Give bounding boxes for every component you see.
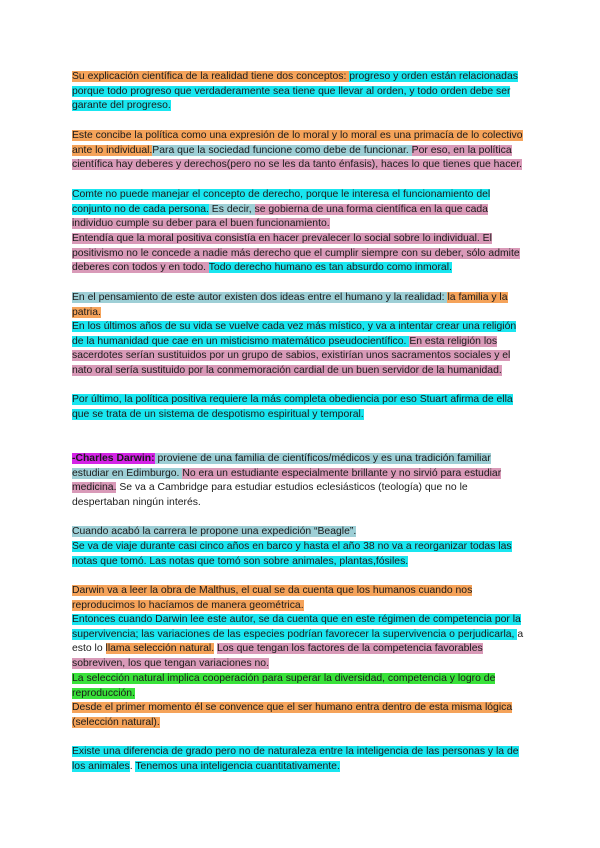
paragraph	[72, 291, 528, 320]
highlighted-text-segment: Se va de viaje durante casi cinco años en barco y hasta el año 38 no va a reorganizar todas las notas que tomó. Las notas que tomó son sobre animales, plantas,fósiles.	[72, 541, 512, 567]
highlighted-text-segment: Existe una diferencia de grado pero no de naturaleza entre la inteligencia de las personas y la de los animales	[72, 746, 519, 772]
highlighted-text-segment: Los que tengan los factores de la competencia favorables sobreviven, los que tengan variaciones no.	[72, 643, 483, 669]
highlighted-text-segment: progreso y orden están relacionadas porque todo progreso que verdaderamente sea tiene que llevar al orden, y todo orden debe ser garante del progreso.	[72, 71, 518, 112]
paragraph	[72, 393, 528, 422]
highlighted-text-segment: Tenemos una inteligencia cuantitativamente.	[135, 760, 340, 772]
highlighted-text-segment: En el pensamiento de este autor existen dos ideas entre el humano y la realidad:	[72, 292, 448, 303]
paragraph	[72, 584, 528, 613]
highlighted-text-segment: la familia y la patria.	[72, 292, 508, 318]
highlighted-text-segment: Todo derecho humano es tan absurdo como inmoral.	[208, 262, 452, 274]
highlighted-text-segment: .	[129, 760, 136, 772]
highlighted-text-segment: Por eso, en la política científica hay deberes y derechos(pero no se les da tanto énfasis), haces lo que tienes que hacer.	[72, 144, 522, 171]
highlighted-text-segment: proviene de una familia de científicos/médicos y es una tradición familiar estudiar en Edimburgo.	[72, 453, 491, 479]
highlighted-text-segment: No era un estudiante especialmente brillante y no sirvió para estudiar medicina.	[72, 467, 502, 494]
paragraph	[72, 701, 528, 730]
highlighted-text-segment: a esto lo	[72, 628, 524, 655]
paragraph	[72, 525, 528, 540]
paragraph	[72, 188, 528, 232]
highlighted-text-segment: Es decir,	[208, 203, 255, 215]
paragraph	[72, 452, 528, 510]
highlighted-text-segment: se gobierna de una forma científica en la que cada individuo cumple su deber para el buen funcionamiento.	[72, 203, 488, 230]
highlighted-text-segment: Darwin va a leer la obra de Malthus, el cual se da cuenta que los humanos cuando nos reproducimos lo hacíamos de manera geométrica.	[72, 585, 473, 611]
highlighted-text-segment: En esta religión los sacerdotes serían sustituidos por un grupo de sabios, existirían unos sacramentos sociales y el nato oral sería sustituido por la conmemoración cardial de un buen servidor de la humanidad.	[72, 335, 511, 376]
highlighted-text-segment: En los últimos años de su vida se vuelve cada vez más místico, y va a intentar crear una religión de la humanidad que cae en un misticismo matemático pseudocientífico.	[72, 321, 517, 347]
highlighted-text-segment: La selección natural implica cooperación para superar la diversidad, competencia y logro de reproducción.	[72, 673, 496, 699]
paragraph	[72, 613, 528, 671]
paragraph	[72, 672, 528, 701]
paragraph	[72, 129, 528, 173]
paragraph	[72, 745, 528, 774]
highlighted-text-segment: Entonces cuando Darwin lee este autor, se da cuenta que en este régimen de competencia por la supervivencia; las variaciones de las especies podrían favorecer la supervivencia o perjudicarla,	[72, 614, 521, 640]
highlighted-text-segment: -Charles Darwin:	[72, 453, 155, 464]
highlighted-text-segment: afirma de ella que se trata de un sistema de despotismo espiritual y temporal.	[72, 394, 513, 420]
paragraph	[72, 320, 528, 378]
paragraph	[72, 232, 528, 276]
paragraph	[72, 70, 528, 114]
highlighted-text-segment: Este concibe la política como una expresión de lo moral y lo moral es una primacía de lo colectivo ante lo individual.	[72, 130, 523, 156]
highlighted-text-segment: Cuando acabó la carrera le propone una expedición “Beagle”.	[72, 526, 357, 537]
highlighted-text-segment: El positivismo no le concede a nadie más derecho que el cumplir siempre con su deber, sólo admite deberes con todos y en todo.	[72, 233, 520, 274]
highlighted-text-segment: Entendía que la moral positiva consistía en hacer prevalecer lo social sobre lo individual.	[72, 233, 483, 244]
highlighted-text-segment: Comte no puede manejar el concepto de derecho, porque le interesa el funcionamiento del conjunto no de cada persona.	[72, 189, 491, 215]
highlighted-text-segment: Por último, la política positiva requiere la más completa obediencia por eso Stuart	[72, 394, 451, 405]
highlighted-text-segment: Se va a Cambridge para estudiar estudios eclesiásticos (teología) que no le despertaban ningún interés.	[72, 482, 468, 508]
highlighted-text-segment: Desde el primer momento él se convence que el ser humano entra dentro de esta misma lógica (selección natural).	[72, 702, 513, 728]
highlighted-text-segment: llama selección natural.	[105, 643, 215, 655]
highlighted-text-segment: Su explicación científica de la realidad tiene dos conceptos:	[72, 71, 350, 82]
highlighted-text-segment: Para que la sociedad funcione como debe de funcionar.	[152, 144, 412, 156]
paragraph	[72, 540, 528, 569]
